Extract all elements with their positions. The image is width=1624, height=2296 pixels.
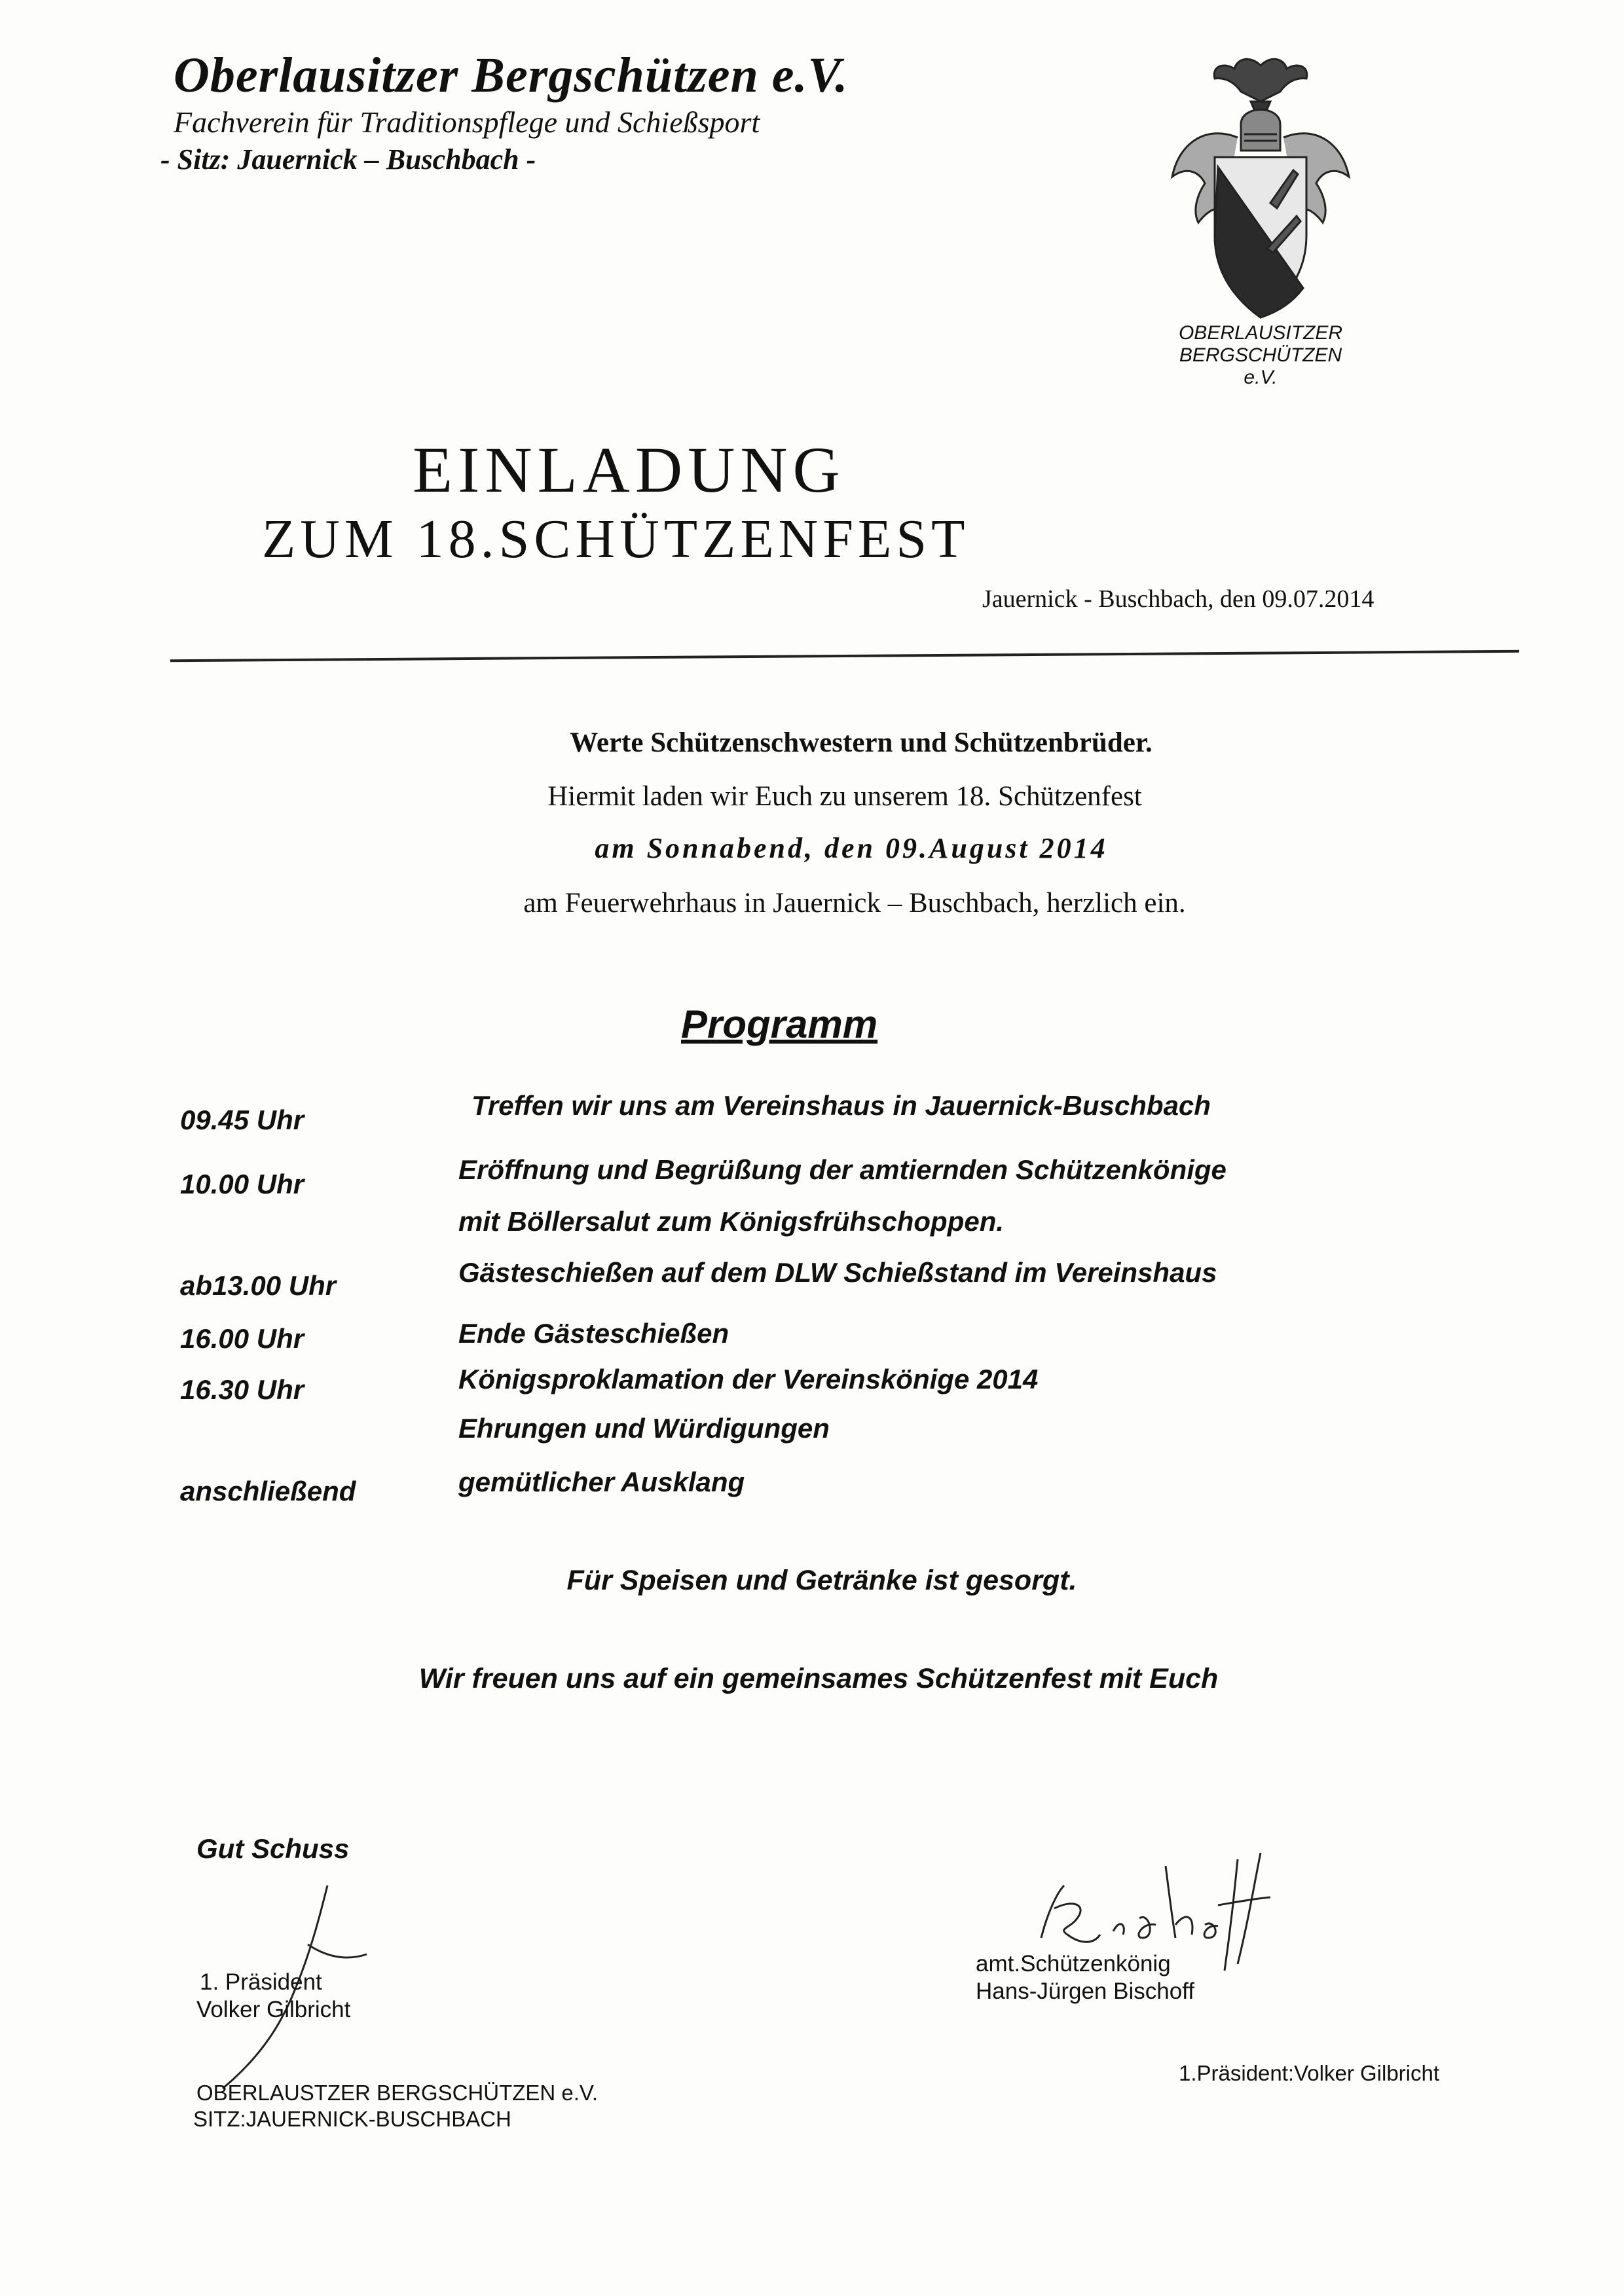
program-time: 16.30 Uhr xyxy=(180,1374,304,1405)
program-row xyxy=(0,1364,1624,1403)
organization-name: Oberlausitzer Bergschützen e.V. xyxy=(174,48,849,103)
king-role: amt.Schützenkönig xyxy=(976,1951,1171,1977)
coat-of-arms-logo xyxy=(1153,52,1369,327)
program-text: Eröffnung und Begrüßung der amtiernden Schützenkönige xyxy=(458,1154,1227,1185)
program-text: gemütlicher Ausklang xyxy=(458,1467,745,1497)
program-time: 09.45 Uhr xyxy=(180,1104,304,1135)
invitation-text: Hiermit laden wir Euch zu unserem 18. Schützenfest xyxy=(547,781,1142,812)
program-time: 10.00 Uhr xyxy=(180,1169,304,1199)
horizontal-rule xyxy=(170,650,1519,662)
food-note: Für Speisen und Getränke ist gesorgt. xyxy=(566,1565,1077,1596)
president-name: Volker Gilbricht xyxy=(196,1997,351,2022)
program-time: anschließend xyxy=(180,1476,356,1506)
salute: Gut Schuss xyxy=(196,1833,350,1864)
program-row xyxy=(0,1413,1624,1452)
president-role: 1. Präsident xyxy=(200,1969,322,1995)
organization-seat: - Sitz: Jauernick – Buschbach - xyxy=(160,143,536,175)
club-stamp-line: SITZ:JAUERNICK-BUSCHBACH xyxy=(193,2107,511,2131)
program-row xyxy=(0,1090,1624,1135)
event-date: am Sonnabend, den 09.August 2014 xyxy=(595,832,1108,864)
event-location: am Feuerwehrhaus in Jauernick – Buschbach, herzlich ein. xyxy=(523,888,1186,919)
program-text: Ende Gästeschießen xyxy=(458,1318,729,1349)
logo-caption-line: OBERLAUSITZER xyxy=(1178,322,1343,344)
place-date-line: Jauernick - Buschbach, den 09.07.2014 xyxy=(982,585,1375,613)
closing-line: Wir freuen uns auf ein gemeinsames Schützenfest mit Euch xyxy=(418,1663,1219,1694)
program-text: Königsproklamation der Vereinskönige 2014 xyxy=(458,1364,1039,1394)
program-row xyxy=(0,1467,1624,1506)
title-invitation: EINLADUNG xyxy=(413,433,845,506)
club-stamp-line: OBERLAUSTZER BERGSCHÜTZEN e.V. xyxy=(196,2081,599,2105)
program-text: Ehrungen und Würdigungen xyxy=(458,1413,830,1444)
title-event: ZUM 18.SCHÜTZENFEST xyxy=(262,509,970,570)
program-row xyxy=(0,1206,1624,1245)
organization-subtitle: Fachverein für Traditionspflege und Schießsport xyxy=(174,105,760,139)
king-name: Hans-Jürgen Bischoff xyxy=(976,1978,1194,2004)
program-row xyxy=(0,1318,1624,1357)
logo-caption xyxy=(1113,322,1408,389)
program-text: mit Böllersalut zum Königsfrühschoppen. xyxy=(458,1206,1005,1237)
program-text: Treffen wir uns am Vereinshaus in Jauernick-Buschbach xyxy=(471,1090,1211,1121)
program-row xyxy=(0,1154,1624,1199)
program-text: Gästeschießen auf dem DLW Schießstand im Vereinshaus xyxy=(458,1257,1217,1288)
program-time: ab13.00 Uhr xyxy=(180,1270,337,1301)
program-time: 16.00 Uhr xyxy=(180,1323,304,1354)
logo-caption-line: BERGSCHÜTZEN xyxy=(1179,344,1342,366)
program-heading: Programm xyxy=(681,1002,878,1046)
greeting: Werte Schützenschwestern und Schützenbrüder. xyxy=(570,727,1153,758)
president-stamp: 1.Präsident:Volker Gilbricht xyxy=(1179,2061,1440,2085)
program-row xyxy=(0,1257,1624,1301)
logo-caption-line: e.V. xyxy=(1244,367,1278,388)
